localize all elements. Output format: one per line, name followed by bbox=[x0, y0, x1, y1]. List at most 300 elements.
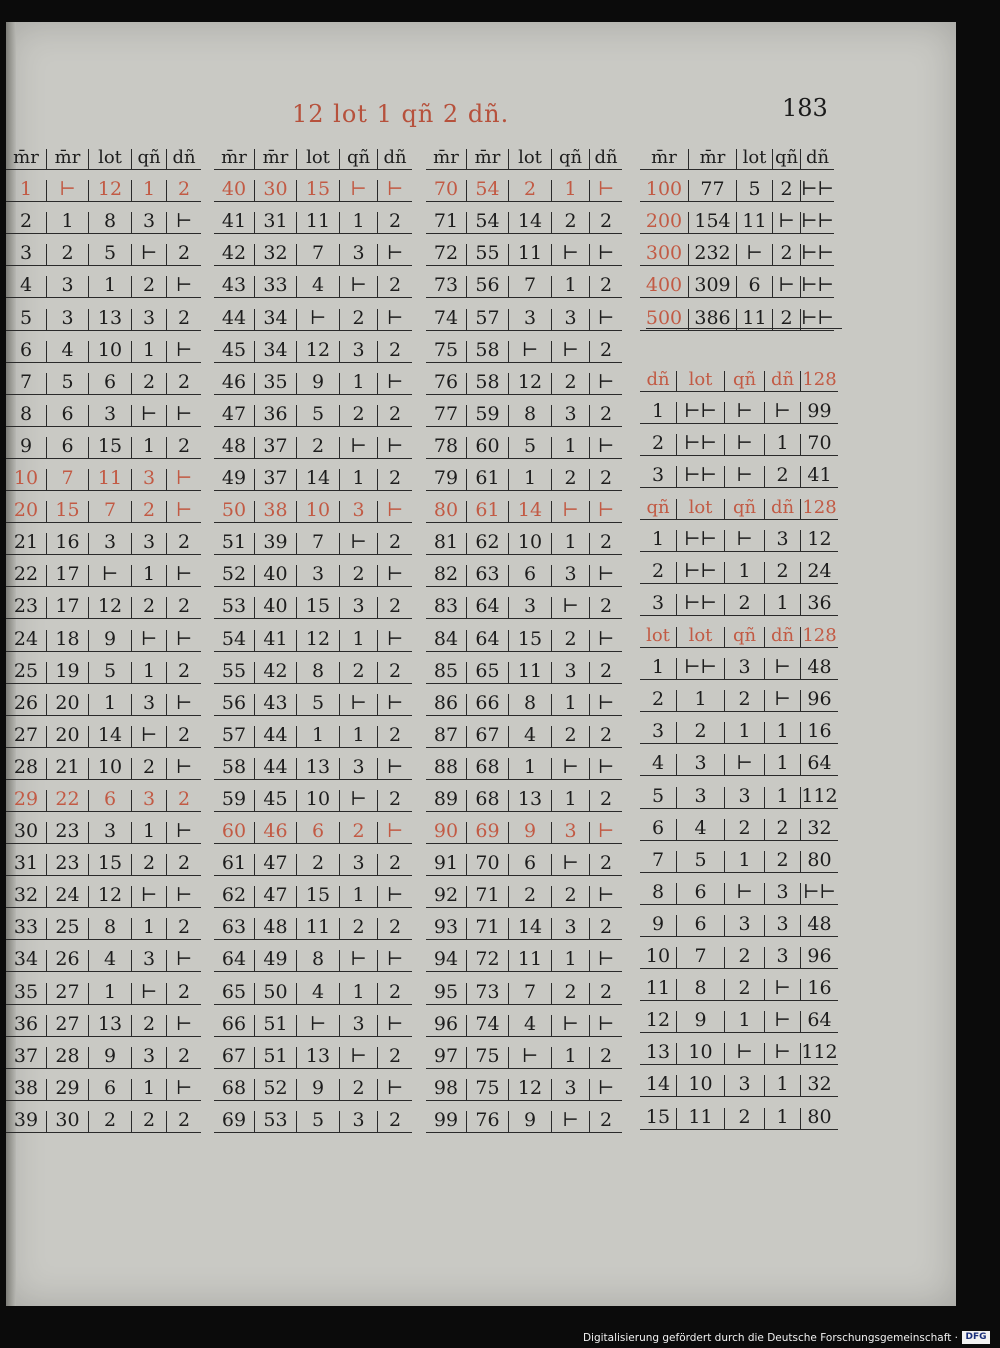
table-cell: 6 bbox=[88, 373, 131, 394]
table-cell: 48 bbox=[254, 918, 296, 939]
table-cell: 1 bbox=[339, 469, 377, 490]
table-row bbox=[6, 170, 201, 202]
table-cell: 3 bbox=[676, 787, 724, 808]
table-cell: 11 bbox=[88, 469, 131, 490]
column-header: dñ bbox=[646, 371, 670, 391]
table-row bbox=[426, 619, 622, 651]
table-cell: 2 bbox=[166, 854, 201, 875]
table-header-row bbox=[214, 138, 412, 170]
table-cell: 2 bbox=[131, 758, 166, 779]
table-cell: 2 bbox=[589, 983, 622, 1004]
table-cell: 49 bbox=[254, 950, 296, 971]
table-cell: ⊢ bbox=[589, 1015, 622, 1036]
table-cell: 64 bbox=[466, 597, 508, 618]
table-cell: 67 bbox=[221, 1046, 247, 1067]
table-row bbox=[214, 619, 412, 651]
table-cell: 51 bbox=[254, 1047, 296, 1068]
table-cell: 1 bbox=[508, 758, 551, 779]
column-header: lot bbox=[676, 499, 724, 519]
table-cell: ⊢ bbox=[589, 437, 622, 458]
table-cell: 61 bbox=[466, 501, 508, 522]
table-cell: 57 bbox=[221, 725, 247, 746]
table-cell: ⊢ bbox=[166, 950, 201, 971]
table-cell: 8 bbox=[88, 918, 131, 939]
table-cell: ⊢⊢ bbox=[676, 434, 724, 455]
table-row bbox=[640, 809, 838, 841]
table-cell: 41 bbox=[800, 466, 838, 487]
table-row bbox=[6, 234, 201, 266]
table-cell: 60 bbox=[221, 822, 247, 843]
table-cell: 9 bbox=[19, 436, 33, 457]
table-cell: 2 bbox=[377, 469, 412, 490]
table-cell: 8 bbox=[508, 405, 551, 426]
table-cell: 1 bbox=[46, 212, 88, 233]
table-cell: 1 bbox=[508, 469, 551, 490]
table-cell: 2 bbox=[508, 180, 551, 201]
table-cell: ⊢ bbox=[724, 434, 764, 455]
table-cell: 32 bbox=[800, 1075, 838, 1096]
table-cell: 39 bbox=[13, 1110, 39, 1131]
table-cell: 15 bbox=[296, 180, 339, 201]
table-cell: 9 bbox=[296, 1079, 339, 1100]
table-cell: 7 bbox=[88, 501, 131, 522]
table-row bbox=[214, 587, 412, 619]
table-cell: 3 bbox=[339, 597, 377, 618]
table-cell: ⊢ bbox=[377, 630, 412, 651]
table-row bbox=[426, 331, 622, 363]
table-cell: 16 bbox=[46, 533, 88, 554]
table-cell: 3 bbox=[46, 276, 88, 297]
table-cell: 55 bbox=[466, 244, 508, 265]
table-cell: 83 bbox=[433, 597, 459, 618]
table-cell: 3 bbox=[131, 533, 166, 554]
table-row bbox=[640, 584, 838, 616]
table-cell: 1 bbox=[651, 402, 665, 423]
table-cell: 3 bbox=[339, 1111, 377, 1132]
table-cell: ⊢ bbox=[508, 1047, 551, 1068]
table-cell: 34 bbox=[254, 341, 296, 362]
table-cell: 1 bbox=[724, 851, 764, 872]
table-cell: 61 bbox=[466, 469, 508, 490]
table-cell: 3 bbox=[551, 822, 589, 843]
digitization-footer bbox=[0, 1328, 1000, 1348]
table-cell: 3 bbox=[131, 790, 166, 811]
table-cell: 20 bbox=[46, 694, 88, 715]
table-cell: 12 bbox=[800, 530, 838, 551]
table-cell: 2 bbox=[551, 726, 589, 747]
table-cell: 500 bbox=[645, 308, 683, 329]
table-cell: ⊢ bbox=[88, 565, 131, 586]
table-cell: 65 bbox=[466, 662, 508, 683]
table-cell: 3 bbox=[131, 950, 166, 971]
table-cell: 94 bbox=[433, 950, 459, 971]
table-cell: 37 bbox=[254, 469, 296, 490]
table-cell: 2 bbox=[589, 662, 622, 683]
table-cell: 81 bbox=[433, 533, 459, 554]
table-cell: 2 bbox=[377, 854, 412, 875]
table-cell: ⊢ bbox=[589, 180, 622, 201]
table-row bbox=[6, 972, 201, 1004]
table-cell: 3 bbox=[764, 530, 800, 551]
table-cell: ⊢ bbox=[339, 790, 377, 811]
table-cell: 2 bbox=[764, 562, 800, 583]
table-cell: 64 bbox=[466, 630, 508, 651]
table-cell: 6 bbox=[88, 1079, 131, 1100]
table-cell: ⊢ bbox=[551, 1111, 589, 1132]
table-cell: 4 bbox=[651, 754, 665, 775]
book-page bbox=[6, 22, 956, 1306]
table-cell: 99 bbox=[800, 402, 838, 423]
table-cell: 5 bbox=[676, 851, 724, 872]
rule-separator bbox=[646, 328, 842, 329]
table-cell: 2 bbox=[166, 918, 201, 939]
table-row bbox=[214, 844, 412, 876]
table-cell: 6 bbox=[508, 565, 551, 586]
table-cell: 53 bbox=[221, 597, 247, 618]
table-row bbox=[426, 1037, 622, 1069]
table-row bbox=[6, 491, 201, 523]
table-cell: 79 bbox=[433, 469, 459, 490]
table-cell: ⊢ bbox=[166, 212, 201, 233]
table-cell: 3 bbox=[19, 244, 33, 265]
table-cell: 154 bbox=[688, 212, 736, 233]
table-cell: 16 bbox=[800, 979, 838, 1000]
table-cell: 8 bbox=[508, 694, 551, 715]
table-cell: 1 bbox=[724, 562, 764, 583]
table-cell: ⊢ bbox=[772, 276, 800, 297]
table-cell: 51 bbox=[221, 533, 247, 554]
table-cell: 5 bbox=[296, 405, 339, 426]
table-cell: 2 bbox=[589, 341, 622, 362]
table-cell: 2 bbox=[589, 1111, 622, 1132]
table-cell: 64 bbox=[221, 950, 247, 971]
table-cell: ⊢ bbox=[377, 180, 412, 201]
table-cell: 2 bbox=[166, 180, 201, 201]
table-cell: 2 bbox=[131, 854, 166, 875]
table-cell: 14 bbox=[508, 918, 551, 939]
table-row bbox=[214, 491, 412, 523]
table-cell: 30 bbox=[46, 1111, 88, 1132]
table-cell: 2 bbox=[377, 1047, 412, 1068]
table-row bbox=[214, 234, 412, 266]
table-cell: 17 bbox=[46, 597, 88, 618]
table-cell: 2 bbox=[131, 1111, 166, 1132]
table-cell: 24 bbox=[46, 886, 88, 907]
table-cell: 1 bbox=[764, 434, 800, 455]
table-cell: 45 bbox=[254, 790, 296, 811]
table-cell: ⊢ bbox=[764, 979, 800, 1000]
table-cell: 15 bbox=[296, 886, 339, 907]
table-cell: 2 bbox=[166, 790, 201, 811]
table-cell: ⊢⊢ bbox=[800, 883, 838, 904]
table-cell: 2 bbox=[166, 1111, 201, 1132]
table-cell: 36 bbox=[13, 1014, 39, 1035]
table-cell: 50 bbox=[221, 501, 247, 522]
table-row bbox=[426, 1069, 622, 1101]
table-marks-70-99 bbox=[426, 138, 622, 1133]
table-cell: 400 bbox=[645, 276, 683, 297]
table-row bbox=[6, 555, 201, 587]
table-cell: ⊢ bbox=[551, 501, 589, 522]
table-cell: 75 bbox=[433, 340, 459, 361]
table-cell: 82 bbox=[433, 565, 459, 586]
table-cell: 3 bbox=[724, 787, 764, 808]
table-cell: 2 bbox=[377, 405, 412, 426]
table-cell: 40 bbox=[254, 565, 296, 586]
table-cell: 3 bbox=[651, 466, 665, 487]
table-cell: 58 bbox=[221, 757, 247, 778]
column-header: m̄r bbox=[466, 149, 508, 169]
table-cell: 9 bbox=[508, 822, 551, 843]
dfg-logo-icon: DFG bbox=[962, 1331, 990, 1344]
table-cell: 64 bbox=[800, 754, 838, 775]
table-cell: 8 bbox=[296, 662, 339, 683]
table-cell: 3 bbox=[551, 405, 589, 426]
table-cell: ⊢ bbox=[166, 758, 201, 779]
table-cell: 1 bbox=[724, 1011, 764, 1032]
table-cell: 88 bbox=[433, 757, 459, 778]
table-cell: 2 bbox=[131, 276, 166, 297]
table-cell: 1 bbox=[764, 787, 800, 808]
table-cell: 56 bbox=[221, 693, 247, 714]
table-cell: 4 bbox=[296, 983, 339, 1004]
table-cell: 3 bbox=[131, 469, 166, 490]
table-cell: 5 bbox=[651, 786, 665, 807]
table-cell: 1 bbox=[131, 662, 166, 683]
table-cell: 6 bbox=[651, 818, 665, 839]
table-cell: 3 bbox=[131, 1047, 166, 1068]
table-cell: 14 bbox=[88, 726, 131, 747]
table-row bbox=[6, 908, 201, 940]
table-cell: 1 bbox=[131, 341, 166, 362]
table-cell: 66 bbox=[466, 694, 508, 715]
table-cell: 100 bbox=[645, 180, 683, 201]
table-cell: 12 bbox=[296, 341, 339, 362]
table-cell: 3 bbox=[724, 1075, 764, 1096]
table-cell: 6 bbox=[508, 854, 551, 875]
table-cell: 2 bbox=[377, 983, 412, 1004]
table-cell: 2 bbox=[589, 276, 622, 297]
table-row bbox=[640, 937, 838, 969]
table-cell: ⊢ bbox=[166, 341, 201, 362]
table-row bbox=[214, 780, 412, 812]
table-cell: ⊢ bbox=[377, 886, 412, 907]
table-cell: 41 bbox=[221, 212, 247, 233]
table-cell: 3 bbox=[508, 309, 551, 330]
table-row bbox=[214, 202, 412, 234]
table-row bbox=[214, 652, 412, 684]
table-cell: 77 bbox=[433, 404, 459, 425]
table-cell: 5 bbox=[88, 662, 131, 683]
table-cell: 10 bbox=[508, 533, 551, 554]
table-cell: ⊢ bbox=[589, 565, 622, 586]
table-cell: 58 bbox=[466, 341, 508, 362]
table-row bbox=[426, 555, 622, 587]
table-cell: 16 bbox=[800, 722, 838, 743]
table-cell: 232 bbox=[688, 244, 736, 265]
table-cell: 32 bbox=[254, 244, 296, 265]
table-cell: 12 bbox=[88, 886, 131, 907]
table-cell: 96 bbox=[433, 1014, 459, 1035]
table-cell: 47 bbox=[221, 404, 247, 425]
table-row bbox=[6, 298, 201, 330]
table-cell: 1 bbox=[339, 630, 377, 651]
table-row bbox=[640, 776, 838, 808]
table-cell: 2 bbox=[551, 983, 589, 1004]
table-row bbox=[640, 1001, 838, 1033]
table-cell: 63 bbox=[221, 918, 247, 939]
table-cell: ⊢ bbox=[166, 469, 201, 490]
table-row bbox=[214, 684, 412, 716]
table-cell: 2 bbox=[772, 180, 800, 201]
table-cell: 34 bbox=[13, 950, 39, 971]
table-cell: 40 bbox=[221, 180, 247, 201]
table-cell: ⊢ bbox=[166, 565, 201, 586]
column-header: 128 bbox=[800, 371, 838, 391]
table-cell: 3 bbox=[551, 565, 589, 586]
table-cell: 2 bbox=[88, 1111, 131, 1132]
table-cell: 2 bbox=[772, 309, 800, 330]
table-cell: 2 bbox=[339, 662, 377, 683]
table-cell: 95 bbox=[433, 982, 459, 1003]
table-cell: 1 bbox=[651, 658, 665, 679]
table-cell: 24 bbox=[800, 562, 838, 583]
column-header: dñ bbox=[764, 499, 800, 519]
table-cell: 1 bbox=[764, 594, 800, 615]
table-cell: ⊢ bbox=[377, 565, 412, 586]
table-cell: 40 bbox=[254, 597, 296, 618]
table-cell: 2 bbox=[377, 1111, 412, 1132]
table-cell: 6 bbox=[676, 883, 724, 904]
table-cell: 10 bbox=[676, 1043, 724, 1064]
table-cell: 68 bbox=[221, 1078, 247, 1099]
table-row bbox=[426, 748, 622, 780]
table-cell: 7 bbox=[296, 533, 339, 554]
table-cell: 46 bbox=[254, 822, 296, 843]
table-row bbox=[640, 680, 838, 712]
table-cell: ⊢ bbox=[764, 1011, 800, 1032]
table-cell: 7 bbox=[296, 244, 339, 265]
table-row bbox=[214, 523, 412, 555]
table-cell: 46 bbox=[221, 372, 247, 393]
table-cell: 2 bbox=[19, 212, 33, 233]
table-row bbox=[426, 491, 622, 523]
table-cell: 2 bbox=[166, 533, 201, 554]
table-row bbox=[426, 427, 622, 459]
table-cell: ⊢ bbox=[339, 950, 377, 971]
table-row bbox=[640, 424, 838, 456]
column-header: qñ bbox=[551, 149, 589, 169]
table-cell: 2 bbox=[166, 309, 201, 330]
table-row bbox=[214, 555, 412, 587]
table-row bbox=[214, 940, 412, 972]
table-cell: 2 bbox=[589, 1047, 622, 1068]
table-cell: 84 bbox=[433, 629, 459, 650]
table-cell: 2 bbox=[339, 565, 377, 586]
table-cell: ⊢ bbox=[166, 822, 201, 843]
table-cell: 2 bbox=[339, 309, 377, 330]
table-row bbox=[640, 456, 838, 488]
table-cell: 64 bbox=[800, 1011, 838, 1032]
table-cell: 12 bbox=[88, 180, 131, 201]
table-cell: ⊢ bbox=[339, 276, 377, 297]
table-cell: ⊢ bbox=[339, 1047, 377, 1068]
table-cell: 35 bbox=[13, 982, 39, 1003]
table-row bbox=[640, 1033, 838, 1065]
table-cell: 96 bbox=[800, 690, 838, 711]
table-cell: 2 bbox=[764, 819, 800, 840]
column-header: qñ bbox=[724, 627, 764, 647]
table-cell: 2 bbox=[131, 1015, 166, 1036]
table-row bbox=[640, 969, 838, 1001]
table-header-row bbox=[640, 138, 834, 170]
table-cell: 8 bbox=[676, 979, 724, 1000]
table-row bbox=[426, 780, 622, 812]
table-cell: 1 bbox=[551, 950, 589, 971]
table-cell: 3 bbox=[764, 947, 800, 968]
table-cell: 44 bbox=[221, 308, 247, 329]
table-row bbox=[640, 1097, 838, 1129]
table-cell: 85 bbox=[433, 661, 459, 682]
table-cell: 63 bbox=[466, 565, 508, 586]
table-row bbox=[640, 1065, 838, 1097]
table-cell: ⊢ bbox=[772, 212, 800, 233]
table-row bbox=[214, 427, 412, 459]
table-cell: 9 bbox=[676, 1011, 724, 1032]
table-cell: ⊢ bbox=[377, 758, 412, 779]
table-cell: 4 bbox=[19, 276, 33, 297]
table-cell: 33 bbox=[254, 276, 296, 297]
table-cell: ⊢⊢ bbox=[801, 212, 834, 233]
table-cell: ⊢ bbox=[166, 1015, 201, 1036]
table-cell: 10 bbox=[296, 790, 339, 811]
table-cell: 14 bbox=[645, 1075, 671, 1096]
table-cell: 7 bbox=[651, 850, 665, 871]
table-cell: ⊢ bbox=[166, 1079, 201, 1100]
table-cell: ⊢ bbox=[551, 597, 589, 618]
column-header: lot bbox=[676, 371, 724, 391]
table-cell: 3 bbox=[339, 501, 377, 522]
table-row bbox=[6, 363, 201, 395]
table-cell: 1 bbox=[296, 726, 339, 747]
table-cell: 1 bbox=[88, 694, 131, 715]
table-cell: 3 bbox=[724, 915, 764, 936]
table-cell: ⊢ bbox=[166, 501, 201, 522]
table-cell: 2 bbox=[724, 947, 764, 968]
table-marks-1-39 bbox=[6, 138, 201, 1133]
table-cell: 62 bbox=[221, 886, 247, 907]
table-cell: ⊢ bbox=[589, 244, 622, 265]
table-cell: 47 bbox=[254, 886, 296, 907]
table-cell: 5 bbox=[296, 694, 339, 715]
table-cell: ⊢ bbox=[377, 244, 412, 265]
table-cell: ⊢ bbox=[377, 309, 412, 330]
table-row bbox=[426, 170, 622, 202]
table-cell: ⊢ bbox=[589, 822, 622, 843]
table-cell: ⊢ bbox=[377, 950, 412, 971]
table-cell: 5 bbox=[19, 308, 33, 329]
table-cell: 45 bbox=[221, 340, 247, 361]
table-cell: 10 bbox=[296, 501, 339, 522]
table-cell: ⊢⊢ bbox=[801, 276, 834, 297]
table-cell: 54 bbox=[466, 212, 508, 233]
table-row bbox=[640, 648, 838, 680]
table-row bbox=[640, 266, 834, 298]
table-cell: 52 bbox=[221, 565, 247, 586]
table-cell: ⊢ bbox=[589, 501, 622, 522]
table-row bbox=[640, 744, 838, 776]
table-cell: 5 bbox=[88, 244, 131, 265]
